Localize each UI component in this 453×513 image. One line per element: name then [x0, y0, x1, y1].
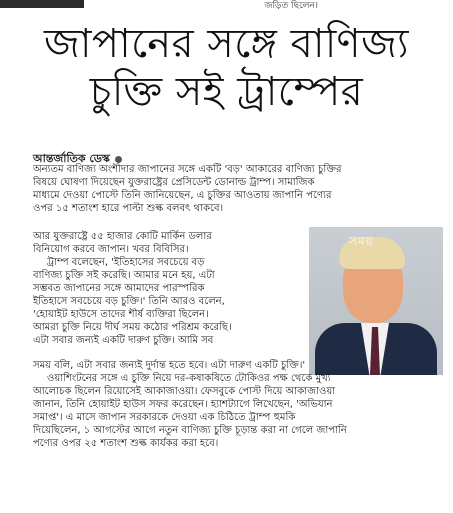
- bottom-paragraph: [33, 372, 443, 450]
- text-line: পণ্যের ওপর ২৫ শতাংশ শুল্ক কার্যকর করা হবে।: [33, 438, 219, 449]
- section-label-text: আন্তর্জাতিক ডেস্ক: [33, 152, 110, 165]
- text-line: সময় বলি, এটা সবার জন্যই দুর্দান্ত হতে হবে। এটা দারুণ একটি চুক্তি।': [33, 360, 306, 371]
- text-line: আলোচক ছিলেন রিয়োসেই আকাজাওয়া। ফেসবুকে পোস্ট দিয়ে আকাজাওয়া: [33, 386, 336, 397]
- text-line: সম্ভবত জাপানের সঙ্গে আমাদের পারস্পরিক: [33, 283, 205, 294]
- text-line: ওয়াশিংটনের সঙ্গে এ চুক্তি নিয়ে দর-কষাকষিতে টোকিওর পক্ষ থেকে মুখ্য: [47, 373, 331, 384]
- text-line: সমাপ্ত'। এ মাসে জাপান সরকারকে দেওয়া এক চিঠিতে ট্রাম্প হুমকি: [33, 412, 296, 423]
- text-line: আর যুক্তরাষ্ট্রে ৫৫ হাজার কোটি মার্কিন ডলার: [33, 231, 212, 242]
- previous-article-text: জড়িত ছিলেন।: [264, 1, 318, 11]
- text-line: বাণিজ্য চুক্তি সই করেছি। আমার মনে হয়, এটা: [33, 270, 215, 281]
- headline-line-2: চুক্তি সই ট্রাম্পের: [89, 69, 364, 115]
- text-line: বিষয়ে ঘোষণা দিয়েছেন যুক্তরাষ্ট্রের প্রেসিডেন্ট ডোনাল্ড ট্রাম্প। সামাজিক: [33, 177, 315, 188]
- text-line: এটা সবার জন্যই একটি দারুণ চুক্তি। আমি সব: [33, 335, 214, 346]
- text-line: আমরা চুক্তি নিয়ে দীর্ঘ সময় কঠোর পরিশ্রম করেছি।: [33, 322, 232, 333]
- text-line: অন্যতম বাণিজ্য অংশীদার জাপানের সঙ্গে একটি 'বড়' আকারের বাণিজ্য চুক্তির: [33, 164, 342, 175]
- headline-line-1: জাপানের সঙ্গে বাণিজ্য: [44, 21, 409, 67]
- text-line: ওপর ১৫ শতাংশ হারে পাল্টা শুল্ক বলবৎ থাকবে।: [33, 203, 224, 214]
- text-line: বিনিয়োগ করবে জাপান। খবর বিবিসির।: [33, 244, 189, 255]
- bullet-icon: [115, 156, 122, 163]
- trump-photo: [309, 227, 443, 375]
- text-line: ইতিহাসে সবচেয়ে বড় চুক্তি।' তিনি আরও বলেন,: [33, 296, 225, 307]
- top-strip: [0, 0, 453, 14]
- text-line: মাধ্যমে দেওয়া পোস্টে তিনি জানিয়েছেন, এ চুক্তির আওতায় জাপানি পণ্যের: [33, 190, 332, 201]
- text-line: 'হোয়াইট হাউসে তাদের শীর্ষ ব্যক্তিরা ছিলেন।: [33, 309, 209, 320]
- column-paragraph: [33, 230, 303, 347]
- text-line: জানান, তিনি হোয়াইট হাউস সফর করেছেন। হ্যাশট্যাগে লিখেছেন, 'অভিযান: [33, 399, 333, 410]
- photo-watermark: সময়: [349, 234, 374, 248]
- headline: [0, 20, 453, 116]
- text-line: ট্রাম্প বলেছেন, 'ইতিহাসের সবচেয়ে বড়: [47, 257, 205, 268]
- top-dark-bar: [0, 0, 84, 8]
- text-line: দিয়েছিলেন, ১ আগস্টের আগে নতুন বাণিজ্য চুক্তি চূড়ান্ত করা না গেলে জাপানি: [33, 425, 347, 436]
- intro-paragraph: [33, 163, 443, 215]
